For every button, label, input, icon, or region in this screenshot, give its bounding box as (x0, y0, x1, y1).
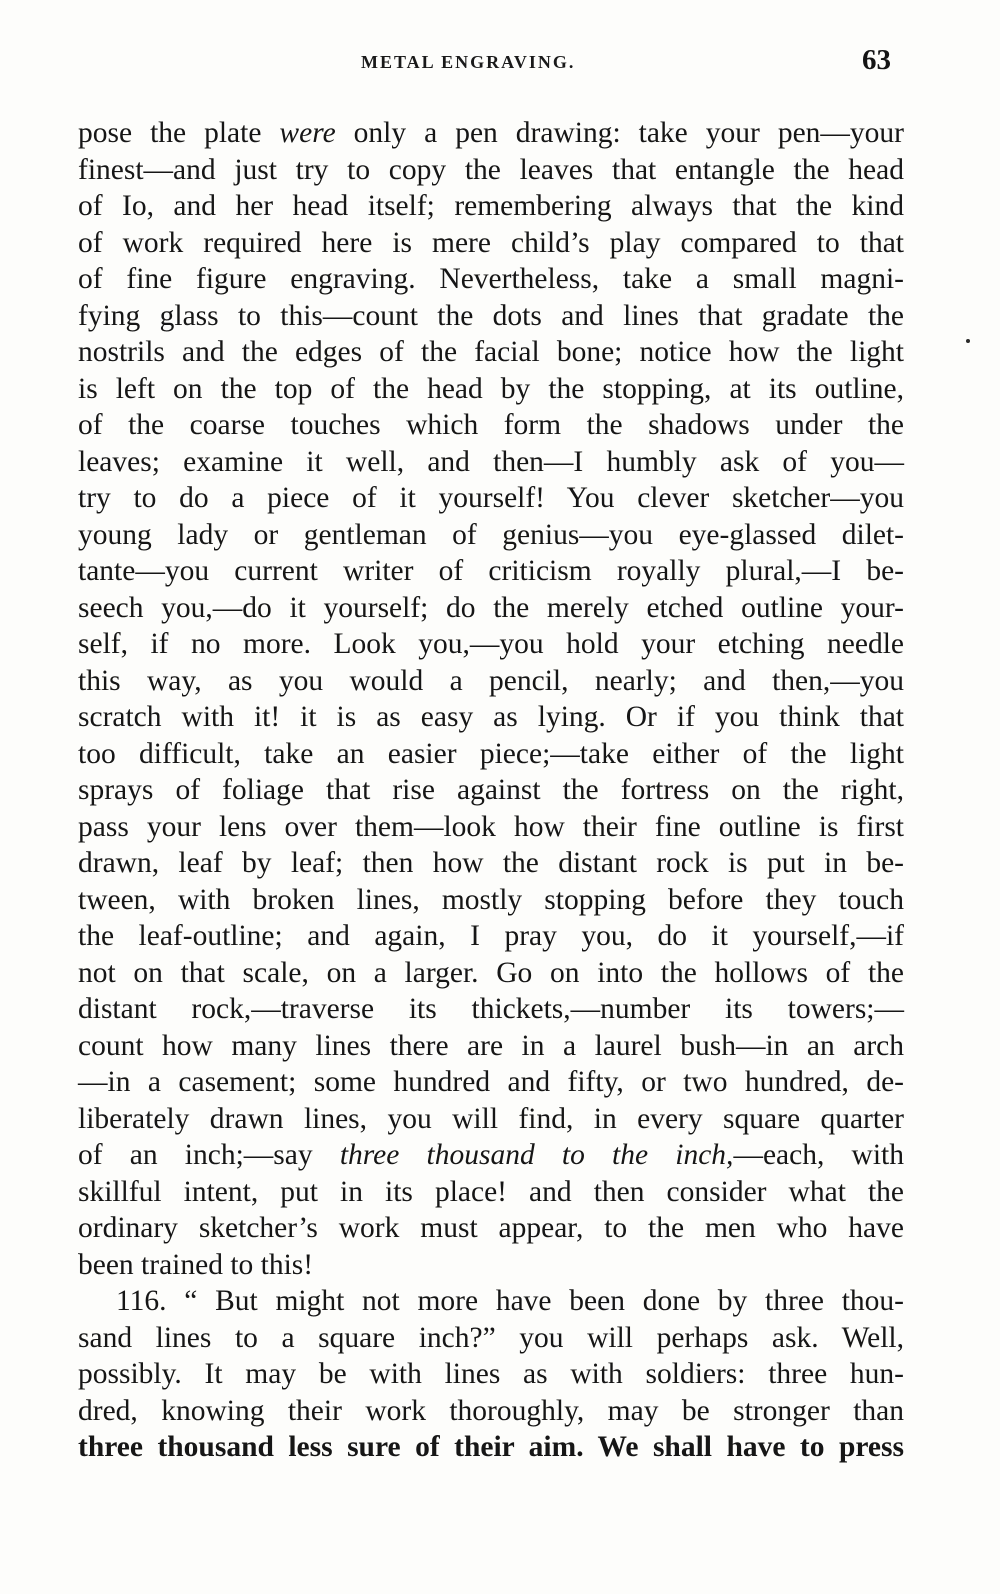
text-line (78, 115, 904, 152)
text-run: 116. “ But might not more have been done by three thou- (116, 1285, 904, 1317)
text-line (78, 845, 904, 882)
text-line (78, 626, 904, 663)
text-line (78, 1320, 904, 1357)
text-line (78, 1429, 904, 1466)
text-run: liberately drawn lines, you will find, in every square quarter (78, 1102, 904, 1135)
text-line (78, 1356, 904, 1393)
text-run: count how many lines there are in a laurel bush—in an arch (78, 1029, 904, 1062)
text-run: distant rock,—traverse its thickets,—number its towers;— (78, 993, 904, 1025)
text-line (78, 991, 904, 1028)
text-run: this way, as you would a pencil, nearly; and then,—you (78, 664, 904, 697)
text-line (78, 152, 904, 189)
text-line (78, 1137, 904, 1174)
text-line (78, 699, 904, 736)
italic-run: were (279, 117, 336, 149)
text-line (78, 1247, 904, 1284)
text-run: pose the plate (78, 117, 280, 149)
text-run: self, if no more. Look you,—you hold your etching needle (78, 628, 904, 660)
text-line (78, 882, 904, 919)
text-run: only a pen drawing: take your pen—your (335, 117, 904, 149)
text-run: drawn, leaf by leaf; then how the distant rock is put in be- (78, 847, 904, 879)
text-line (78, 553, 904, 590)
text-run: the leaf-outline; and again, I pray you, do it yourself,—if (78, 920, 904, 952)
text-run: pass your lens over them—look how their fine outline is first (78, 810, 904, 843)
text-run: fying glass to this—count the dots and lines that gradate the (78, 299, 904, 332)
text-line (78, 261, 904, 298)
text-run: skillful intent, put in its place! and then consider what the (78, 1175, 904, 1208)
text-line (78, 772, 904, 809)
text-line (78, 736, 904, 773)
running-head: METAL ENGRAVING. (361, 52, 576, 72)
text-line (78, 298, 904, 335)
text-line (78, 918, 904, 955)
text-line (78, 663, 904, 700)
text-line (78, 444, 904, 481)
text-run: dred, knowing their work thoroughly, may be stronger than (78, 1394, 904, 1427)
text-line (78, 1393, 904, 1430)
text-run: ordinary sketcher’s work must appear, to the men who have (78, 1212, 904, 1244)
text-line (78, 1283, 904, 1320)
text-line (78, 1174, 904, 1211)
text-run: is left on the top of the head by the stopping, at its outline, (78, 372, 904, 405)
text-run: nostrils and the edges of the facial bone; notice how the light (78, 336, 904, 368)
text-run: tween, with broken lines, mostly stopping before they touch (78, 883, 904, 916)
text-run: —each, with (733, 1139, 904, 1171)
text-run: of an inch;—say (78, 1139, 340, 1171)
text-line (78, 188, 904, 225)
text-line (78, 590, 904, 627)
text-line (78, 955, 904, 992)
text-run: possibly. It may be with lines as with soldiers: three hun- (78, 1358, 904, 1390)
text-run: leaves; examine it well, and then—I humbly ask of you— (78, 445, 904, 478)
print-speck (966, 339, 970, 343)
text-run: three thousand less sure of their aim. We shall have to press (78, 1431, 904, 1463)
text-line (78, 225, 904, 262)
text-line (78, 1210, 904, 1247)
body-text (78, 115, 904, 1466)
text-run: of work required here is mere child’s play compared to that (78, 226, 904, 259)
text-line (78, 480, 904, 517)
text-run: of Io, and her head itself; remembering always that the kind (78, 190, 904, 222)
text-run: too difficult, take an easier piece;—take either of the light (78, 737, 904, 770)
text-run: try to do a piece of it yourself! You clever sketcher—you (78, 482, 904, 514)
page-number: 63 (862, 44, 891, 76)
text-run: tante—you current writer of criticism royally plural,—I be- (78, 555, 904, 587)
text-line (78, 809, 904, 846)
text-run: not on that scale, on a larger. Go on into the hollows of the (78, 956, 904, 989)
text-run: scratch with it! it is as easy as lying. Or if you think that (78, 701, 904, 733)
italic-run: three thousand to the inch, (339, 1139, 734, 1171)
text-run: of the coarse touches which form the shadows under the (78, 409, 904, 441)
text-run: —in a casement; some hundred and fifty, or two hundred, de- (78, 1066, 904, 1098)
text-line (78, 1028, 904, 1065)
text-line (78, 1101, 904, 1138)
text-run: finest—and just try to copy the leaves that entangle the head (78, 153, 904, 186)
text-line (78, 1064, 904, 1101)
text-run: seech you,—do it yourself; do the merely etched outline your- (78, 591, 904, 624)
text-line (78, 371, 904, 408)
text-run: been trained to this! (78, 1248, 314, 1281)
text-line (78, 334, 904, 371)
text-line (78, 407, 904, 444)
text-run: young lady or gentleman of genius—you eye-glassed dilet- (78, 518, 904, 551)
text-run: sand lines to a square inch?” you will perhaps ask. Well, (78, 1321, 904, 1354)
text-run: of fine figure engraving. Nevertheless, take a small magni- (78, 263, 904, 295)
text-line (78, 517, 904, 554)
text-run: sprays of foliage that rise against the fortress on the right, (78, 774, 904, 806)
